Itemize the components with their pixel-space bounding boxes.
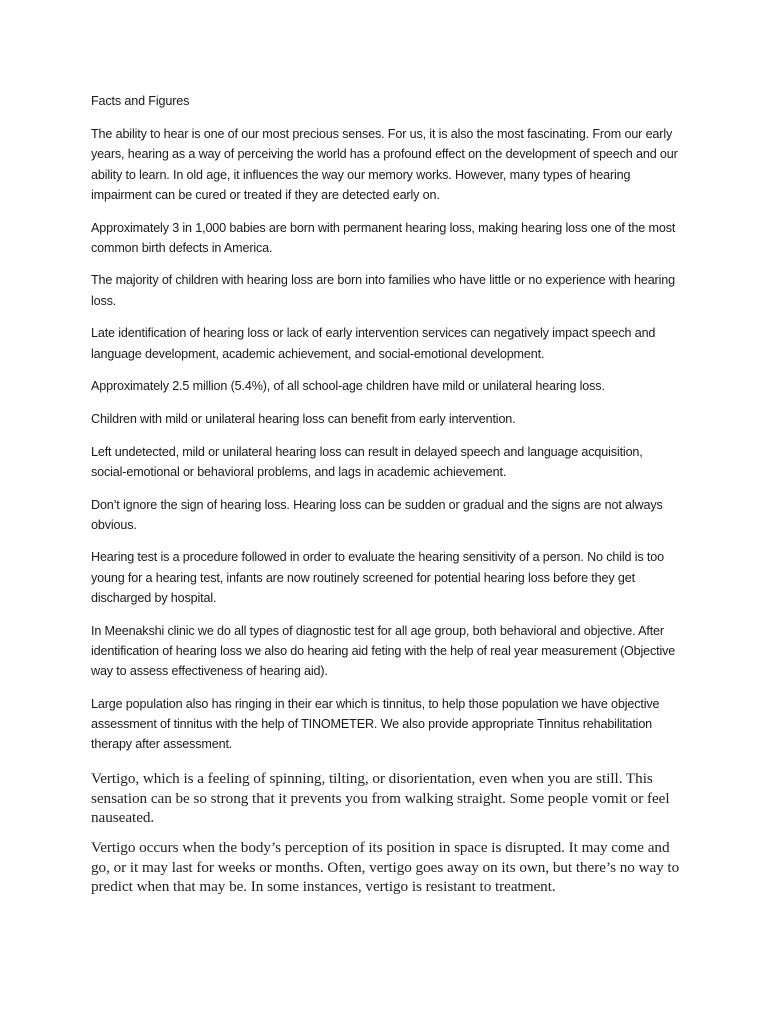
paragraph-hearing-test: Hearing test is a procedure followed in order to evaluate the hearing sensitivity of a person. No child is too young for a hearing test, infants are now routinely screened for potential hearing loss before they get discharged by hospital.	[91, 550, 664, 605]
document-title: Facts and Figures	[91, 94, 190, 108]
paragraph-tinnitus: Large population also has ringing in their ear which is tinnitus, to help those population we have objective assessment of tinnitus with the help of TINOMETER. We also provide appropriate Tinnitus rehabilitation therapy after assessment.	[91, 696, 660, 752]
paragraph-hearing-intro: The ability to hear is one of our most precious senses. For us, it is also the most fascinating. From our early years, hearing as a way of perceiving the world has a profound effect on the development of speech and our ability to learn. In old age, it influences the way our memory works. However, many types of hearing impairment can be cured or treated if they are detected early on.	[91, 127, 678, 202]
paragraph-vertigo-definition: Vertigo, which is a feeling of spinning, tilting, or disorientation, even when you are still. This sensation can be so strong that it prevents you from walking straight. Some people vomit or feel nauseated.	[91, 770, 670, 827]
paragraph-undetected-effects: Left undetected, mild or unilateral hearing loss can result in delayed speech and language acquisition, social-emotional or behavioral problems, and lags in academic achievement.	[91, 444, 643, 479]
paragraph-warning-signs: Don’t ignore the sign of hearing loss. Hearing loss can be sudden or gradual and the signs are not always obvious.	[91, 497, 663, 532]
paragraph-early-intervention: Children with mild or unilateral hearing loss can benefit from early intervention.	[91, 411, 516, 426]
document-page	[91, 90, 681, 907]
paragraph-family-experience: The majority of children with hearing loss are born into families who have little or no experience with hearing loss.	[91, 273, 675, 308]
paragraph-late-identification: Late identification of hearing loss or lack of early intervention services can negatively impact speech and language development, academic achievement, and social-emotional development.	[91, 326, 656, 361]
paragraph-clinic-services: In Meenakshi clinic we do all types of diagnostic test for all age group, both behavioral and objective. After identification of hearing loss we also do hearing aid feting with the help of real year measurement (Objective way to assess effectiveness of hearing aid).	[91, 623, 676, 678]
paragraph-vertigo-causes: Vertigo occurs when the body’s perception of its position in space is disrupted. It may come and go, or it may last for weeks or months. Often, vertigo goes away on its own, but there’s no way to predict when that may be. In some instances, vertigo is resistant to treatment.	[91, 839, 680, 896]
paragraph-birth-statistics: Approximately 3 in 1,000 babies are born with permanent hearing loss, making hearing loss one of the most common birth defects in America.	[91, 220, 676, 255]
paragraph-school-age-statistics: Approximately 2.5 million (5.4%), of all school-age children have mild or unilateral hearing loss.	[91, 379, 605, 394]
